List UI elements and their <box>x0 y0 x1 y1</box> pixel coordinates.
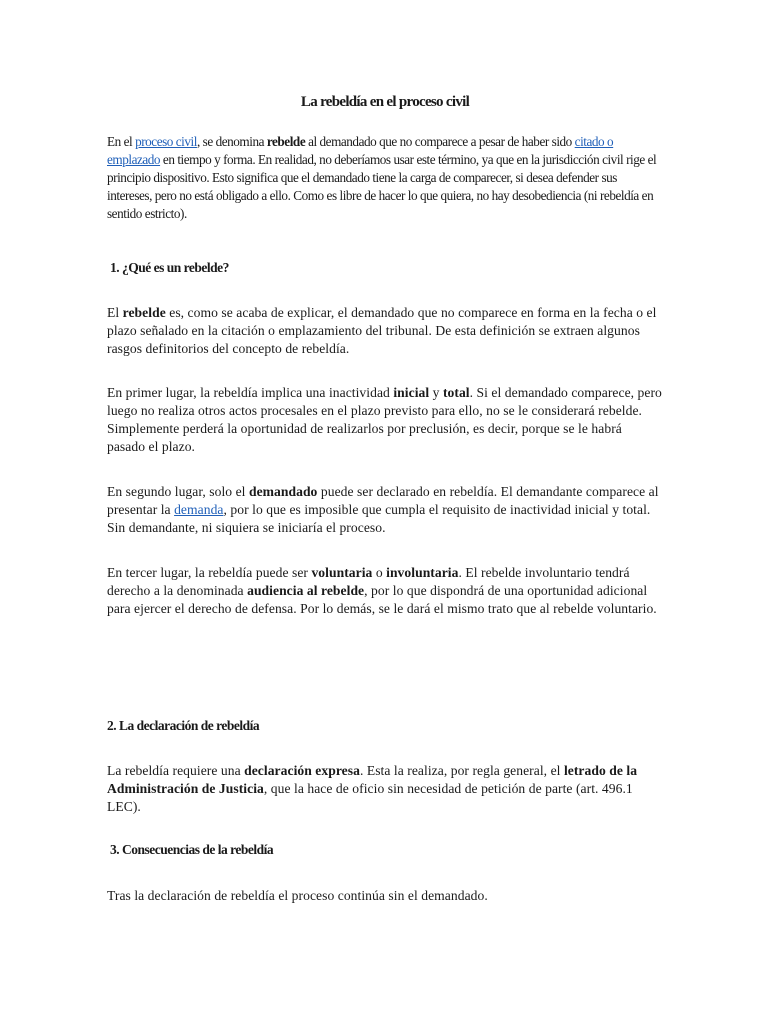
proceso-civil-link[interactable]: proceso civil <box>135 134 197 149</box>
section-2-heading: 2. La declaración de rebeldía <box>107 718 260 733</box>
demanda-link[interactable]: demanda <box>174 502 224 517</box>
citado-emplazado-link[interactable]: citado o emplazado <box>107 134 614 167</box>
section-1-heading: 1. ¿Qué es un rebelde? <box>110 260 229 275</box>
section-1-paragraph-3: En segundo lugar, solo el demandado puede ser declarado en rebeldía. El demandante comparece al presentar la demanda, por lo que es imposible que cumpla el requisito de inactividad inicial y total. Sin demandante, ni siquiera se iniciaría el proceso. <box>107 484 659 535</box>
section-1-paragraph-4: En tercer lugar, la rebeldía puede ser voluntaria o involuntaria. El rebelde involuntario tendrá derecho a la denominada audiencia al rebelde, por lo que dispondrá de una oportunidad adicional para ejercer el derecho de defensa. Por lo demás, se le dará el mismo trato que al rebelde voluntario. <box>107 565 657 616</box>
section-3-heading: 3. Consecuencias de la rebeldía <box>110 842 274 857</box>
section-1-paragraph-2: En primer lugar, la rebeldía implica una inactividad inicial y total. Si el demandado comparece, pero luego no realiza otros actos procesales en el plazo previsto para ello, no se le considerará rebelde. Simplemente perderá la oportunidad de realizarlos por preclusión, es decir, porque se le habrá pasado el plazo. <box>107 385 662 454</box>
intro-paragraph: En el proceso civil, se denomina rebelde al demandado que no comparece a pesar de haber sido citado o emplazado en tiempo y forma. En realidad, no deberíamos usar este término, ya que en la jurisdicción civil rige el principio dispositivo. Esto significa que el demandado tiene la carga de comparecer, si desea defender sus intereses, pero no está obligado a ello. Como es libre de hacer lo que quiera, no hay desobediencia (ni rebeldía en sentido estricto). <box>107 134 657 221</box>
section-1-paragraph-1: El rebelde es, como se acaba de explicar, el demandado que no comparece en forma en la fecha o el plazo señalado en la citación o emplazamiento del tribunal. De esta definición se extraen algunos rasgos definitorios del concepto de rebeldía. <box>107 305 657 356</box>
section-2-paragraph-1: La rebeldía requiere una declaración expresa. Esta la realiza, por regla general, el letrado de la Administración de Justicia, que la hace de oficio sin necesidad de petición de parte (art. 496.1 LEC). <box>107 763 638 814</box>
document-title: La rebeldía en el proceso civil <box>300 94 470 110</box>
section-3-paragraph-1: Tras la declaración de rebeldía el proceso continúa sin el demandado. <box>107 888 488 903</box>
